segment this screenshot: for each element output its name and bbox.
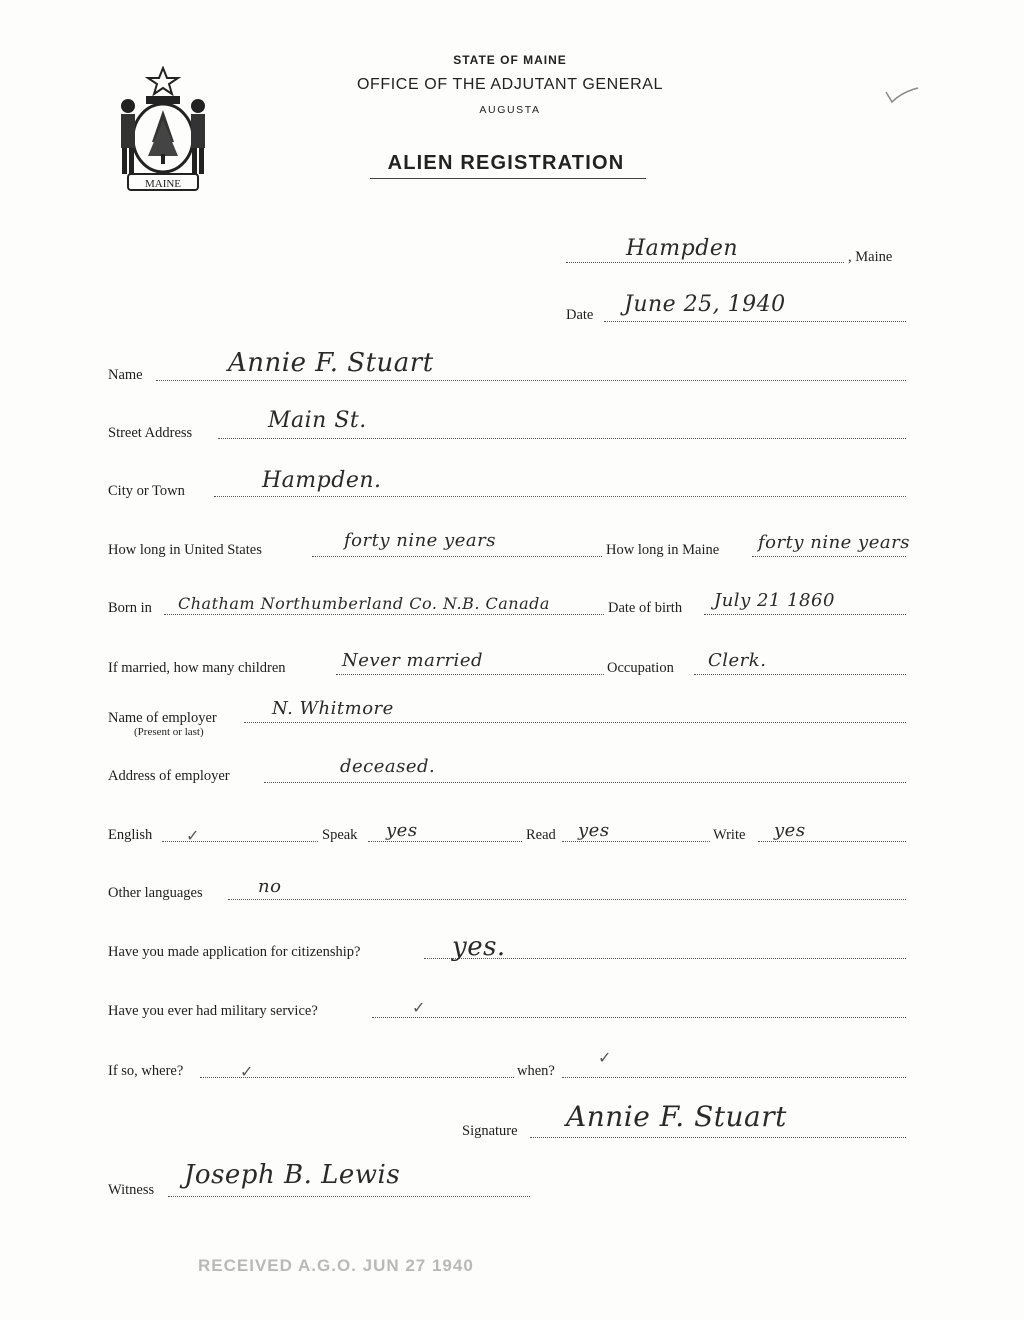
birthplace-line bbox=[164, 614, 604, 615]
speak-value: yes bbox=[386, 820, 418, 841]
write-label: Write bbox=[713, 827, 746, 843]
other-languages-line bbox=[228, 899, 906, 900]
name-label: Name bbox=[108, 367, 143, 383]
title-underline bbox=[370, 178, 646, 179]
english-check-icon: ✓ bbox=[186, 826, 200, 845]
employer-label: Name of employer bbox=[108, 710, 217, 726]
office-heading: OFFICE OF THE ADJUTANT GENERAL bbox=[356, 76, 664, 93]
city-line bbox=[214, 496, 906, 497]
occupation-value: Clerk. bbox=[708, 650, 767, 671]
name-line bbox=[156, 380, 906, 381]
english-label: English bbox=[108, 827, 153, 843]
when-line bbox=[562, 1077, 906, 1078]
children-line bbox=[336, 674, 604, 675]
signature-value: Annie F. Stuart bbox=[566, 1100, 787, 1133]
signature-label: Signature bbox=[462, 1123, 518, 1139]
street-label: Street Address bbox=[108, 425, 193, 441]
citizenship-value: yes. bbox=[452, 932, 506, 962]
military-label: Have you ever had military service? bbox=[108, 1003, 318, 1019]
us-duration-label: How long in United States bbox=[108, 542, 262, 558]
read-label: Read bbox=[526, 827, 556, 843]
date-value: June 25, 1940 bbox=[624, 292, 786, 317]
where-check-icon: ✓ bbox=[240, 1062, 254, 1081]
birthplace-label: Born in bbox=[108, 600, 152, 616]
employer-sublabel: (Present or last) bbox=[134, 726, 204, 738]
when-check-icon: ✓ bbox=[598, 1048, 612, 1067]
birthplace-value: Chatham Northumberland Co. N.B. Canada bbox=[178, 594, 550, 613]
date-label: Date bbox=[566, 307, 594, 323]
dob-value: July 21 1860 bbox=[714, 590, 835, 611]
city-value: Hampden. bbox=[262, 468, 382, 493]
city-heading: AUGUSTA bbox=[479, 104, 541, 116]
received-stamp: RECEIVED A.G.O. JUN 27 1940 bbox=[198, 1256, 474, 1275]
date-line bbox=[604, 321, 906, 322]
occupation-line bbox=[694, 674, 906, 675]
state-heading: STATE OF MAINE bbox=[453, 53, 567, 67]
seal-text: MAINE bbox=[144, 178, 182, 190]
employer-address-label: Address of employer bbox=[108, 768, 230, 784]
form-title: ALIEN REGISTRATION bbox=[387, 152, 625, 174]
children-label: If married, how many children bbox=[108, 660, 286, 676]
other-languages-value: no bbox=[258, 876, 282, 897]
maine-suffix: , Maine bbox=[848, 249, 893, 265]
witness-label: Witness bbox=[108, 1182, 155, 1198]
speak-label: Speak bbox=[322, 827, 358, 843]
street-value: Main St. bbox=[268, 408, 367, 433]
read-value: yes bbox=[578, 820, 610, 841]
city-label: City or Town bbox=[108, 483, 185, 499]
occupation-label: Occupation bbox=[607, 660, 674, 676]
employer-value: N. Whitmore bbox=[272, 698, 394, 719]
witness-line bbox=[168, 1196, 530, 1197]
dob-line bbox=[704, 614, 906, 615]
street-line bbox=[218, 438, 906, 439]
military-check-icon: ✓ bbox=[412, 998, 426, 1017]
when-label: when? bbox=[517, 1063, 555, 1079]
where-label: If so, where? bbox=[108, 1063, 184, 1079]
maine-duration-value: forty nine years bbox=[758, 532, 910, 553]
read-line bbox=[562, 841, 710, 842]
us-duration-value: forty nine years bbox=[344, 530, 496, 551]
citizenship-label: Have you made application for citizenship? bbox=[108, 944, 361, 960]
employer-address-line bbox=[264, 782, 906, 783]
other-languages-label: Other languages bbox=[108, 885, 203, 901]
maine-duration-line bbox=[752, 556, 906, 557]
write-line bbox=[758, 841, 906, 842]
employer-line bbox=[244, 722, 906, 723]
name-value: Annie F. Stuart bbox=[228, 348, 434, 378]
military-line bbox=[372, 1017, 906, 1018]
check-mark-icon bbox=[884, 84, 920, 106]
signature-line bbox=[530, 1137, 906, 1138]
dob-label: Date of birth bbox=[608, 600, 683, 616]
town-line bbox=[566, 262, 844, 263]
write-value: yes bbox=[774, 820, 806, 841]
maine-duration-label: How long in Maine bbox=[606, 542, 720, 558]
children-value: Never married bbox=[342, 650, 483, 671]
us-duration-line bbox=[312, 556, 602, 557]
witness-value: Joseph B. Lewis bbox=[184, 1160, 401, 1190]
employer-address-value: deceased. bbox=[340, 756, 436, 777]
speak-line bbox=[368, 841, 522, 842]
town-value: Hampden bbox=[626, 236, 739, 261]
